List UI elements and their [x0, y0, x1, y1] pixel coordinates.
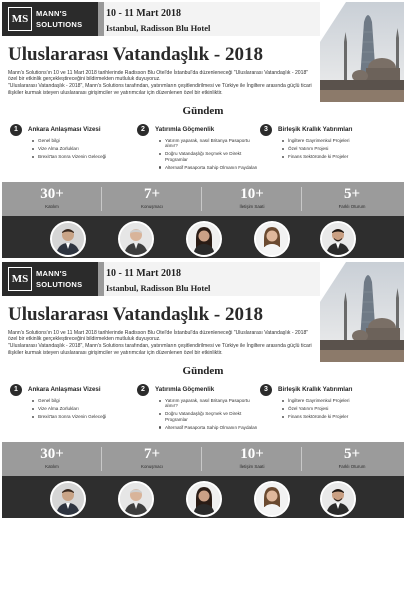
- agenda-heading: Ankara Anlaşması Vizesi: [28, 126, 101, 133]
- stat-label: Konuşmacı: [141, 464, 163, 469]
- page-title: Uluslararası Vatandaşlık - 2018: [8, 304, 263, 325]
- stat-value: 30+: [40, 186, 64, 202]
- speakers-band: [2, 476, 404, 518]
- stat-value: 10+: [240, 186, 264, 202]
- stat-value: 5+: [343, 446, 361, 462]
- agenda-item-text: Vize Alma Zorlukları: [38, 146, 79, 151]
- brand-name-line2: SOLUTIONS: [36, 280, 83, 289]
- stat-label: Katılım: [45, 204, 59, 209]
- agenda-item-text: Özel Yatırım Projesi: [288, 146, 329, 151]
- agenda-heading: Yatırımla Göçmenlik: [155, 386, 215, 393]
- bullet-icon: [32, 156, 34, 158]
- agenda-item-text: Vize Alma Zorlukları: [38, 406, 79, 411]
- speaker-photo: [320, 221, 356, 257]
- stat-value: 7+: [143, 186, 161, 202]
- stat-label: İletişim Saati: [239, 464, 265, 469]
- intro-paragraph: Mann's Solutions'ın 10 ve 11 Mart 2018 tarihlerinde Radisson Blu Otel'de İstanbul'da düzenleneceği "Uluslararası Vatandaşlık - 2018" özel bir etkinlik gerçekleştireceğini bildirmekten mutluluk duyuyoruz.: [8, 70, 309, 83]
- agenda-heading: Ankara Anlaşması Vizesi: [28, 386, 101, 393]
- speaker-photo: [186, 221, 222, 257]
- agenda-item: [159, 138, 263, 149]
- agenda-number-badge: 1: [10, 384, 22, 396]
- agenda-item: [159, 151, 263, 162]
- stats-band: [2, 442, 404, 476]
- stat-value: 7+: [143, 446, 161, 462]
- bullet-icon: [32, 400, 34, 402]
- stat-label: Farklı Oturum: [338, 464, 366, 469]
- agenda-item: [159, 165, 263, 170]
- agenda-item: [32, 146, 136, 151]
- stat-value: 30+: [40, 446, 64, 462]
- intro-text: [8, 330, 314, 357]
- event-venue: Istanbul, Radisson Blu Hotel: [106, 23, 211, 33]
- bullet-icon: [282, 408, 284, 410]
- bullet-icon: [159, 426, 161, 428]
- agenda-item-text: Brexit'tan Sonra Vizenin Geleceği: [38, 154, 107, 159]
- bullet-icon: [32, 416, 34, 418]
- agenda-item: [282, 406, 386, 411]
- agenda-item-text: Genel bilgi: [38, 398, 60, 403]
- agenda-item-text: Yatırım yaparak, nasıl Britanya Pasaportu alınır?: [165, 398, 250, 409]
- agenda-item-text: Alternatif Pasaporta Sahip Olmanın Faydaları: [165, 424, 258, 430]
- agenda-title: Gündem: [182, 105, 224, 117]
- agenda-item-text: Genel bilgi: [38, 138, 60, 143]
- agenda-item: [32, 414, 136, 419]
- bullet-icon: [282, 156, 284, 158]
- agenda-item-text: İngiltere Gayrimenkul Projeleri: [288, 138, 350, 143]
- agenda-item-text: Doğru Vatandaşlığı Seçmek ve Direkt Programlar: [165, 151, 242, 162]
- stats-band: [2, 182, 404, 216]
- intro-paragraph: "Uluslararası Vatandaşlık - 2018", Mann's Solutions tarafından, yatırımların çeşitlendirilmesi ve Türkiye ile İngiltere arasında güçlü ticari ilişkiler kurmak isteyen uluslararası girişimciler ve yatırımcılar için düzenlenen özel bir etkinliktir.: [8, 83, 312, 96]
- stat-label: Katılım: [45, 464, 59, 469]
- agenda-heading: Birleşik Krallık Yatırımları: [278, 126, 353, 133]
- istanbul-london-skyline-image: [320, 262, 404, 362]
- page-title: Uluslararası Vatandaşlık - 2018: [8, 44, 263, 65]
- bullet-icon: [282, 148, 284, 150]
- bullet-icon: [159, 400, 161, 402]
- stat-networking-hours: [202, 182, 302, 216]
- agenda-number-badge: 1: [10, 124, 22, 136]
- stat-value: 5+: [343, 186, 361, 202]
- speaker-photo: [254, 221, 290, 257]
- speaker-photo: [50, 221, 86, 257]
- stat-sessions: [302, 442, 402, 476]
- agenda-item: [159, 411, 263, 422]
- agenda-item: [32, 398, 136, 403]
- agenda-item: [282, 414, 386, 419]
- bullet-icon: [282, 400, 284, 402]
- agenda-item-text: İngiltere Gayrimenkul Projeleri: [288, 398, 350, 403]
- brand-logo: [8, 265, 94, 293]
- agenda-item: [32, 406, 136, 411]
- bullet-icon: [282, 140, 284, 142]
- agenda-item-text: Finans Sektöründe ki Projeler: [288, 414, 349, 419]
- intro-paragraph: "Uluslararası Vatandaşlık - 2018", Mann's Solutions tarafından, yatırımların çeşitlendirilmesi ve Türkiye ile İngiltere arasında güçlü ticari ilişkiler kurmak isteyen uluslararası girişimciler ve yatırımcılar için düzenlenen özel bir etkinliktir.: [8, 343, 312, 356]
- agenda-number-badge: 2: [137, 124, 149, 136]
- brand-logo: [8, 5, 94, 33]
- istanbul-london-skyline-image: [320, 2, 404, 102]
- agenda-number-badge: 3: [260, 384, 272, 396]
- speaker-photo: [50, 481, 86, 517]
- stat-attendance: [2, 442, 102, 476]
- stat-label: Konuşmacı: [141, 204, 163, 209]
- event-date: 10 - 11 Mart 2018: [106, 8, 181, 19]
- agenda-heading: Birleşik Krallık Yatırımları: [278, 386, 353, 393]
- bullet-icon: [159, 153, 161, 155]
- bullet-icon: [159, 166, 161, 168]
- bullet-icon: [32, 148, 34, 150]
- stat-label: Farklı Oturum: [338, 204, 366, 209]
- agenda-title: Gündem: [182, 365, 224, 377]
- speaker-photo: [186, 481, 222, 517]
- agenda-item-text: Yatırım yaparak, nasıl Britanya Pasaportu alınır?: [165, 138, 250, 149]
- bullet-icon: [159, 413, 161, 415]
- agenda-item-text: Özel Yatırım Projesi: [288, 406, 329, 411]
- brand-name-line1: MANN'S: [36, 269, 68, 278]
- speakers-band: [2, 216, 404, 258]
- agenda-number-badge: 3: [260, 124, 272, 136]
- flyer-top: [2, 2, 404, 258]
- agenda-heading: Yatırımla Göçmenlik: [155, 126, 215, 133]
- agenda-item-text: Doğru Vatandaşlığı Seçmek ve Direkt Programlar: [165, 411, 242, 422]
- stat-value: 10+: [240, 446, 264, 462]
- agenda-item: [32, 138, 136, 143]
- agenda-item-text: Brexit'tan Sonra Vizenin Geleceği: [38, 414, 107, 419]
- agenda-item-text: Alternatif Pasaporta Sahip Olmanın Faydaları: [165, 164, 258, 170]
- brand-mark: MS: [8, 7, 32, 31]
- brand-name-line2: SOLUTIONS: [36, 20, 83, 29]
- stat-sessions: [302, 182, 402, 216]
- brand-name-line1: MANN'S: [36, 9, 68, 18]
- agenda-item: [32, 154, 136, 159]
- agenda-item-text: Finans Sektöründe ki Projeler: [288, 154, 349, 159]
- bullet-icon: [282, 416, 284, 418]
- stat-networking-hours: [202, 442, 302, 476]
- stat-speakers: [102, 442, 202, 476]
- agenda-item: [159, 398, 263, 409]
- stat-attendance: [2, 182, 102, 216]
- brand-mark: MS: [8, 267, 32, 291]
- agenda-item: [282, 154, 386, 159]
- speaker-photo: [118, 481, 154, 517]
- bullet-icon: [159, 140, 161, 142]
- bullet-icon: [32, 408, 34, 410]
- speaker-photo: [320, 481, 356, 517]
- event-venue: Istanbul, Radisson Blu Hotel: [106, 283, 211, 293]
- agenda-item: [282, 146, 386, 151]
- flyer-bottom: [2, 262, 404, 518]
- speaker-photo: [254, 481, 290, 517]
- event-date: 10 - 11 Mart 2018: [106, 268, 181, 279]
- stat-speakers: [102, 182, 202, 216]
- agenda-number-badge: 2: [137, 384, 149, 396]
- stat-label: İletişim Saati: [239, 204, 265, 209]
- agenda-item: [282, 398, 386, 403]
- agenda-item: [159, 425, 263, 430]
- speaker-photo: [118, 221, 154, 257]
- agenda-item: [282, 138, 386, 143]
- intro-paragraph: Mann's Solutions'ın 10 ve 11 Mart 2018 tarihlerinde Radisson Blu Otel'de İstanbul'da düzenleneceği "Uluslararası Vatandaşlık - 2018" özel bir etkinlik gerçekleştireceğini bildirmekten mutluluk duyuyoruz.: [8, 330, 309, 343]
- bullet-icon: [32, 140, 34, 142]
- intro-text: [8, 70, 314, 97]
